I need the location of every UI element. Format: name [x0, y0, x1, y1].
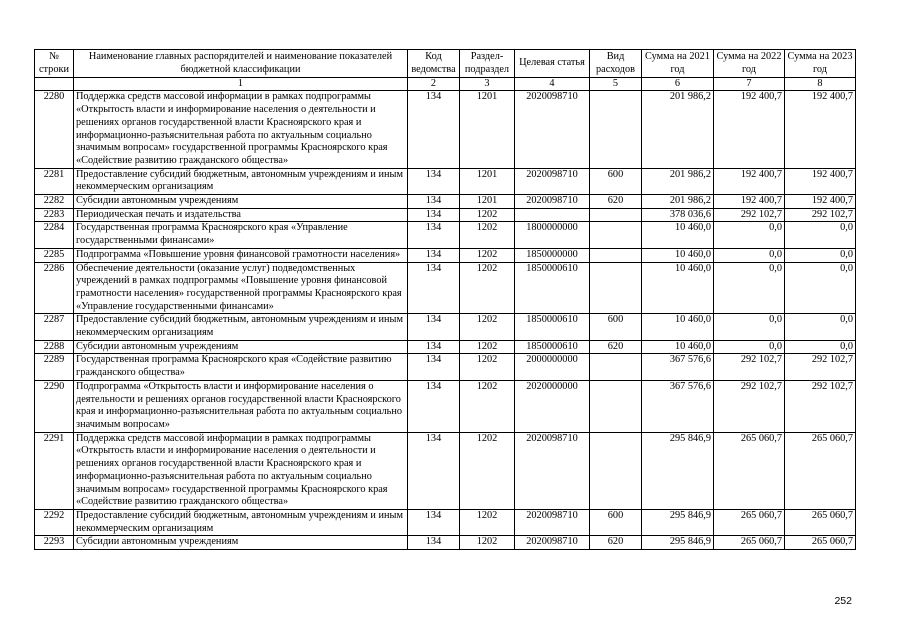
page-number: 252: [834, 595, 852, 607]
row-expense-type: 620: [590, 340, 642, 354]
table-row: [35, 536, 856, 550]
row-sum-2021: 378 036,6: [642, 208, 714, 222]
row-sum-2023: 0,0: [785, 248, 856, 262]
row-target-item: [515, 208, 590, 222]
row-sum-2021: 10 460,0: [642, 248, 714, 262]
row-section: 1202: [460, 222, 515, 248]
row-section: 1202: [460, 380, 515, 432]
row-sum-2021: 201 986,2: [642, 195, 714, 209]
row-section: 1202: [460, 354, 515, 380]
row-expense-type: 600: [590, 509, 642, 535]
row-target-item: 2000000000: [515, 354, 590, 380]
row-sum-2021: 201 986,2: [642, 168, 714, 194]
row-sum-2023: 192 400,7: [785, 91, 856, 168]
row-number: 2292: [35, 509, 74, 535]
table-row: [35, 314, 856, 340]
row-sum-2023: 265 060,7: [785, 509, 856, 535]
row-name: Субсидии автономным учреждениям: [74, 536, 408, 550]
table-body: [35, 91, 856, 550]
row-sum-2022: 0,0: [714, 262, 785, 314]
column-number: 8: [785, 78, 856, 91]
row-section: 1202: [460, 262, 515, 314]
row-expense-type: 600: [590, 314, 642, 340]
row-number: 2293: [35, 536, 74, 550]
row-sum-2021: 10 460,0: [642, 262, 714, 314]
table-row: [35, 168, 856, 194]
row-name: Предоставление субсидий бюджетным, автономным учреждениям и иным некоммерческим организациям: [74, 509, 408, 535]
row-sum-2021: 295 846,9: [642, 509, 714, 535]
header-sum-2023: Сумма на 2023 год: [785, 50, 856, 78]
row-sum-2021: 367 576,6: [642, 380, 714, 432]
column-number: 7: [714, 78, 785, 91]
header-target-item: Целевая статья: [515, 50, 590, 78]
row-expense-type: 620: [590, 536, 642, 550]
row-name: Подпрограмма «Открытость власти и информирование населения о деятельности и решениях органов государственной власти Красноярского края и информационно-разъяснительная работа по актуальным социально значимым вопросам»: [74, 380, 408, 432]
row-target-item: 2020098710: [515, 432, 590, 509]
row-dept-code: 134: [408, 91, 460, 168]
row-number: 2287: [35, 314, 74, 340]
column-number: 5: [590, 78, 642, 91]
row-target-item: 2020098710: [515, 168, 590, 194]
column-number-row: [35, 78, 856, 91]
table-row: [35, 208, 856, 222]
row-name: Предоставление субсидий бюджетным, автономным учреждениям и иным некоммерческим организациям: [74, 314, 408, 340]
row-expense-type: [590, 354, 642, 380]
row-dept-code: 134: [408, 432, 460, 509]
row-number: 2289: [35, 354, 74, 380]
row-dept-code: 134: [408, 536, 460, 550]
header-sum-2022: Сумма на 2022 год: [714, 50, 785, 78]
row-sum-2023: 0,0: [785, 340, 856, 354]
row-expense-type: [590, 208, 642, 222]
row-sum-2021: 295 846,9: [642, 536, 714, 550]
row-sum-2022: 265 060,7: [714, 509, 785, 535]
row-section: 1202: [460, 314, 515, 340]
row-target-item: 1850000610: [515, 340, 590, 354]
row-sum-2023: 292 102,7: [785, 208, 856, 222]
row-sum-2021: 10 460,0: [642, 340, 714, 354]
header-row-number: № строки: [35, 50, 74, 78]
column-number: 6: [642, 78, 714, 91]
row-name: Подпрограмма «Повышение уровня финансовой грамотности населения»: [74, 248, 408, 262]
row-section: 1202: [460, 340, 515, 354]
table-row: [35, 380, 856, 432]
row-sum-2022: 292 102,7: [714, 354, 785, 380]
row-dept-code: 134: [408, 208, 460, 222]
row-name: Поддержка средств массовой информации в рамках подпрограммы «Открытость власти и информирование населения о деятельности и решениях органов государственной власти Красноярского края и информационно-разъяснительная работа по актуальным социально значимым вопросам» государственной программы Красноярского края «Содействие развитию гражданского общества»: [74, 432, 408, 509]
header-section: Раздел-подраздел: [460, 50, 515, 78]
row-number: 2288: [35, 340, 74, 354]
row-section: 1202: [460, 432, 515, 509]
row-name: Поддержка средств массовой информации в рамках подпрограммы «Открытость власти и информирование населения о деятельности и решениях органов государственной власти Красноярского края и информационно-разъяснительная работа по актуальным социально значимым вопросам» государственной программы Красноярского края «Содействие развитию гражданского общества»: [74, 91, 408, 168]
row-dept-code: 134: [408, 314, 460, 340]
row-dept-code: 134: [408, 354, 460, 380]
row-target-item: 2020000000: [515, 380, 590, 432]
row-target-item: 2020098710: [515, 509, 590, 535]
row-target-item: 2020098710: [515, 536, 590, 550]
row-expense-type: [590, 222, 642, 248]
row-number: 2291: [35, 432, 74, 509]
header-expense-type: Вид расходов: [590, 50, 642, 78]
row-dept-code: 134: [408, 195, 460, 209]
row-number: 2284: [35, 222, 74, 248]
row-sum-2023: 265 060,7: [785, 432, 856, 509]
table-row: [35, 195, 856, 209]
row-name: Обеспечение деятельности (оказание услуг) подведомственных учреждений в рамках подпрограммы «Повышение уровня финансовой грамотности населения» государственной программы Красноярского края «Управление государственными финансами»: [74, 262, 408, 314]
row-dept-code: 134: [408, 340, 460, 354]
table-row: [35, 509, 856, 535]
row-sum-2022: 0,0: [714, 248, 785, 262]
row-sum-2023: 0,0: [785, 222, 856, 248]
row-expense-type: [590, 262, 642, 314]
row-sum-2023: 292 102,7: [785, 380, 856, 432]
row-expense-type: [590, 432, 642, 509]
row-sum-2021: 10 460,0: [642, 314, 714, 340]
row-section: 1202: [460, 509, 515, 535]
row-number: 2282: [35, 195, 74, 209]
row-sum-2022: 265 060,7: [714, 432, 785, 509]
column-number: 1: [74, 78, 408, 91]
row-expense-type: 620: [590, 195, 642, 209]
row-name: Периодическая печать и издательства: [74, 208, 408, 222]
table-header-row: [35, 50, 856, 78]
row-sum-2022: 192 400,7: [714, 168, 785, 194]
row-number: 2285: [35, 248, 74, 262]
row-sum-2023: 265 060,7: [785, 536, 856, 550]
row-dept-code: 134: [408, 380, 460, 432]
row-sum-2021: 367 576,6: [642, 354, 714, 380]
row-section: 1202: [460, 248, 515, 262]
row-sum-2022: 292 102,7: [714, 380, 785, 432]
row-sum-2022: 0,0: [714, 314, 785, 340]
header-name: Наименование главных распорядителей и наименование показателей бюджетной классификации: [74, 50, 408, 78]
row-expense-type: [590, 91, 642, 168]
row-number: 2286: [35, 262, 74, 314]
table-row: [35, 91, 856, 168]
column-number: 4: [515, 78, 590, 91]
row-number: 2280: [35, 91, 74, 168]
row-dept-code: 134: [408, 168, 460, 194]
row-target-item: 2020098710: [515, 91, 590, 168]
row-section: 1202: [460, 536, 515, 550]
row-number: 2281: [35, 168, 74, 194]
row-sum-2022: 192 400,7: [714, 91, 785, 168]
row-target-item: 1800000000: [515, 222, 590, 248]
table-row: [35, 340, 856, 354]
row-expense-type: [590, 380, 642, 432]
row-name: Государственная программа Красноярского края «Управление государственными финансами»: [74, 222, 408, 248]
row-sum-2022: 292 102,7: [714, 208, 785, 222]
row-number: 2290: [35, 380, 74, 432]
row-name: Государственная программа Красноярского края «Содействие развитию гражданского общества»: [74, 354, 408, 380]
row-target-item: 1850000000: [515, 248, 590, 262]
row-dept-code: 134: [408, 222, 460, 248]
table-row: [35, 248, 856, 262]
row-name: Субсидии автономным учреждениям: [74, 195, 408, 209]
row-expense-type: [590, 248, 642, 262]
row-sum-2022: 0,0: [714, 340, 785, 354]
row-dept-code: 134: [408, 509, 460, 535]
row-section: 1201: [460, 91, 515, 168]
row-section: 1201: [460, 195, 515, 209]
table-row: [35, 262, 856, 314]
row-section: 1202: [460, 208, 515, 222]
row-sum-2023: 0,0: [785, 262, 856, 314]
column-number: 2: [408, 78, 460, 91]
table-row: [35, 222, 856, 248]
row-section: 1201: [460, 168, 515, 194]
row-number: 2283: [35, 208, 74, 222]
row-dept-code: 134: [408, 262, 460, 314]
row-sum-2021: 295 846,9: [642, 432, 714, 509]
row-sum-2023: 292 102,7: [785, 354, 856, 380]
row-sum-2023: 192 400,7: [785, 195, 856, 209]
row-sum-2022: 265 060,7: [714, 536, 785, 550]
row-target-item: 2020098710: [515, 195, 590, 209]
column-number: 3: [460, 78, 515, 91]
row-target-item: 1850000610: [515, 314, 590, 340]
row-name: Субсидии автономным учреждениям: [74, 340, 408, 354]
row-dept-code: 134: [408, 248, 460, 262]
table-row: [35, 432, 856, 509]
header-sum-2021: Сумма на 2021 год: [642, 50, 714, 78]
row-sum-2022: 192 400,7: [714, 195, 785, 209]
row-sum-2023: 0,0: [785, 314, 856, 340]
row-sum-2023: 192 400,7: [785, 168, 856, 194]
row-target-item: 1850000610: [515, 262, 590, 314]
column-number: [35, 78, 74, 91]
row-sum-2022: 0,0: [714, 222, 785, 248]
row-sum-2021: 10 460,0: [642, 222, 714, 248]
row-expense-type: 600: [590, 168, 642, 194]
row-name: Предоставление субсидий бюджетным, автономным учреждениям и иным некоммерческим организациям: [74, 168, 408, 194]
row-sum-2021: 201 986,2: [642, 91, 714, 168]
header-dept-code: Код ведомства: [408, 50, 460, 78]
table-row: [35, 354, 856, 380]
budget-table: [34, 49, 856, 550]
